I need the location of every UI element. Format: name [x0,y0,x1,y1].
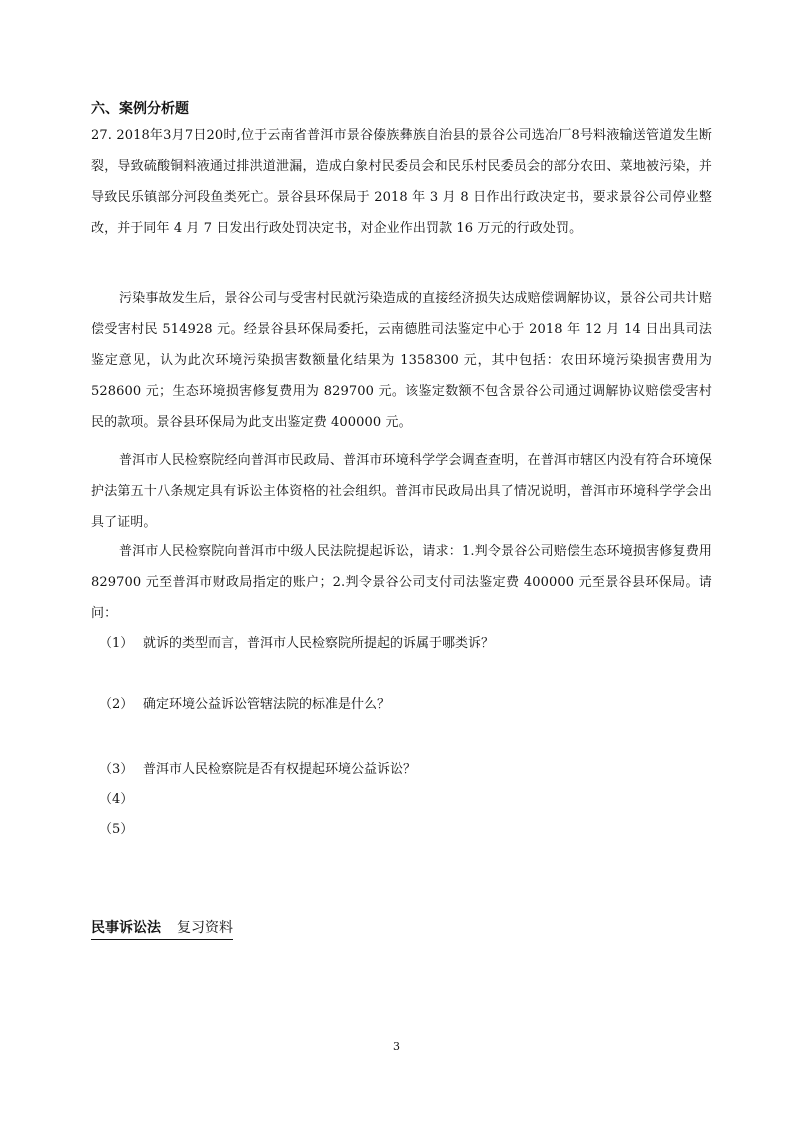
question-2 [99,695,390,715]
question-number: （2） [99,697,134,712]
case-paragraph-3: 普洱市人民检察院经向普洱市民政局、普洱市环境科学学会调查查明，在普洱市辖区内没有符合环境保护法第五十八条规定具有诉讼主体资格的社会组织。普洱市民政局出具了情况说明，普洱市环境科学学会出具了证明。 [91,453,712,530]
footer-course-title: 民事诉讼法 [91,920,161,936]
question-5 [99,820,143,840]
page-number: 3 [393,1040,400,1053]
question-number: （5） [99,822,134,837]
question-4 [99,790,143,810]
footer-subtitle: 复习资料 [177,920,233,936]
case-paragraph-2: 污染事故发生后，景谷公司与受害村民就污染造成的直接经济损失达成赔偿调解协议，景谷公司共计赔偿受害村民 514928 元。经景谷县环保局委托，云南德胜司法鉴定中心于 2018 年 12 月 14 日出具司法鉴定意见，认为此次环境污染损害数额量化结果为 1358300 元，其中包括：农田环境污染损害费用为 528600 元；生态环境损害修复费用为 829700 元。该鉴定数额不包含景谷公司通过调解协议赔偿受害村民的款项。景谷县环保局为此支出鉴定费 400000 元。 [91,291,712,430]
section-heading: 六、案例分析题 [91,101,189,117]
page-footer [91,918,233,940]
question-text: 确定环境公益诉讼管辖法院的标准是什么？ [143,697,391,712]
question-number: （3） [99,762,134,777]
case-paragraph-1: 27. 2018年3月7日20时,位于云南省普洱市景谷傣族彝族自治县的景谷公司选冶厂8号料液输送管道发生断裂，导致硫酸铜料液通过排洪道泄漏，造成白象村民委员会和民乐村民委员会的部分农田、菜地被污染，并导致民乐镇部分河段鱼类死亡。景谷县环保局于 2018 年 3 月 8 日作出行政决定书，要求景谷公司停业整改，并于同年 4 月 7 日发出行政处罚决定书，对企业作出罚款 16 万元的行政处罚。 [91,128,712,236]
question-text: 普洱市人民检察院是否有权提起环境公益诉讼？ [143,762,417,777]
question-text: 就诉的类型而言，普洱市人民检察院所提起的诉属于哪类诉？ [143,636,495,651]
question-1 [99,634,494,654]
question-3 [99,760,416,780]
case-paragraph-4: 普洱市人民检察院向普洱市中级人民法院提起诉讼，请求：1.判令景谷公司赔偿生态环境损害修复费用 829700 元至普洱市财政局指定的账户；2.判令景谷公司支付司法鉴定费 400000 元至景谷县环保局。请问： [91,544,712,621]
question-number: （1） [99,636,134,651]
question-number: （4） [99,792,134,807]
